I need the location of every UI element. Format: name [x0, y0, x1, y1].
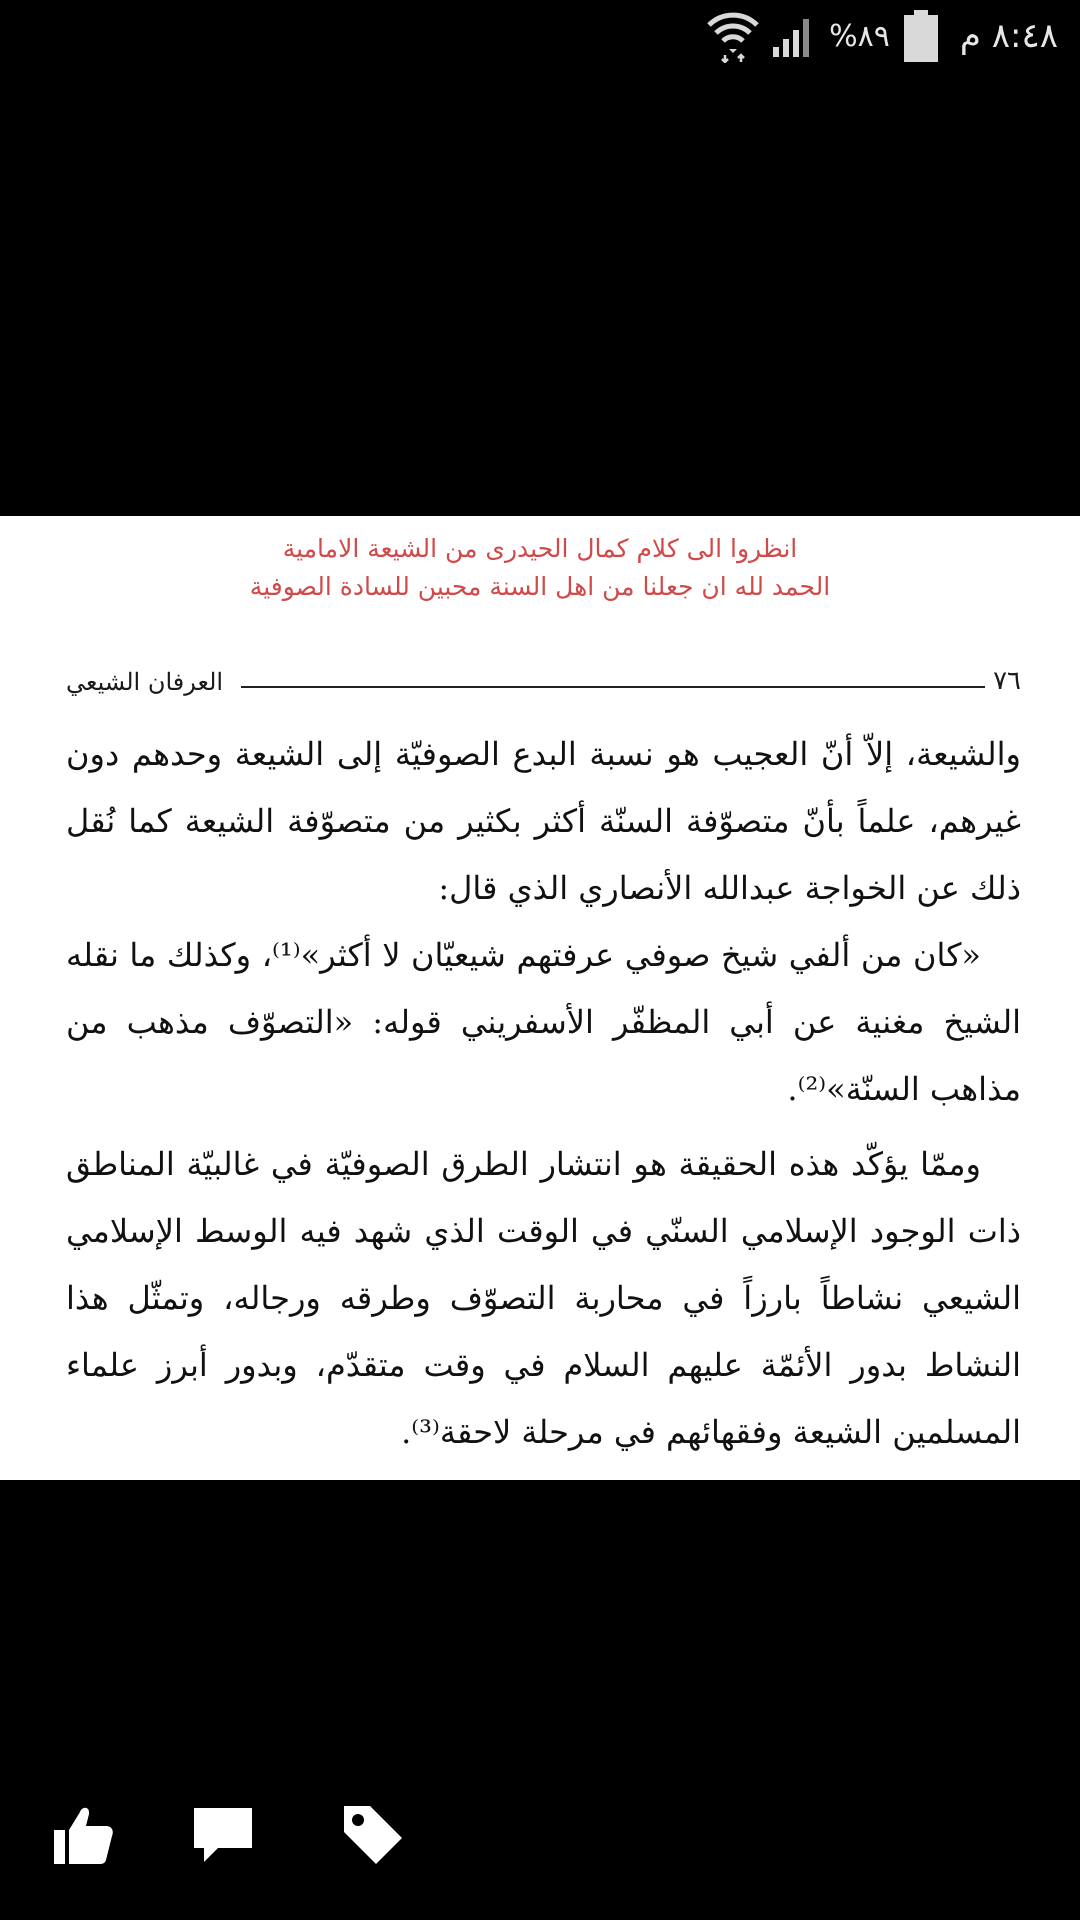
signal-icon [771, 13, 817, 59]
book-title: العرفان الشيعي [66, 668, 224, 696]
status-bar [0, 0, 1080, 72]
note-line: الحمد لله ان جعلنا من اهل السنة محبين للسادة الصوفية [249, 572, 831, 601]
book-page-image[interactable] [0, 516, 1080, 1480]
red-note [0, 530, 1080, 606]
status-time: ٨:٤٨ م [959, 16, 1058, 56]
body-text [66, 721, 1021, 1466]
battery-percent: ٨٩% [829, 18, 890, 54]
wifi-icon [705, 9, 761, 63]
action-bar [0, 1800, 1080, 1880]
paragraph: والشيعة، إلاّ أنّ العجيب هو نسبة البدع الصوفيّة إلى الشيعة وحدهم دون غيرهم، علماً بأنّ متصوّفة السنّة أكثر بكثير من متصوّفة الشيعة كما نُقل ذلك عن الخواجة عبدالله الأنصاري الذي قال: [66, 735, 1021, 907]
page-number: ٧٦ [993, 666, 1021, 696]
tag-icon[interactable] [338, 1800, 408, 1870]
battery-icon [904, 10, 938, 62]
note-line: انظروا الى كلام كمال الحيدرى من الشيعة الامامية [282, 534, 798, 563]
comment-icon[interactable] [188, 1800, 258, 1870]
paragraph: وممّا يؤكّد هذه الحقيقة هو انتشار الطرق الصوفيّة في غالبيّة المناطق ذات الوجود الإسلامي السنّي في الوقت الذي شهد فيه الوسط الإسلامي الشيعي نشاطاً بارزاً في محاربة التصوّف وطرقه ورجاله، وتمثّل هذا النشاط بدور الأئمّة عليهم السلام في وقت متقدّم، وبدور أبرز علماء المسلمين الشيعة وفقهائهم في مرحلة لاحقة⁽³⁾. [66, 1145, 1021, 1451]
book-header [66, 656, 1021, 696]
thumbs-up-icon[interactable] [48, 1800, 118, 1870]
header-rule [241, 686, 985, 688]
paragraph: «كان من ألفي شيخ صوفي عرفتهم شيعيّان لا أكثر»⁽¹⁾، وكذلك ما نقله الشيخ مغنية عن أبي المظفّر الأسفريني قوله: «التصوّف مذهب من مذاهب السنّة»⁽²⁾. [66, 936, 1022, 1108]
